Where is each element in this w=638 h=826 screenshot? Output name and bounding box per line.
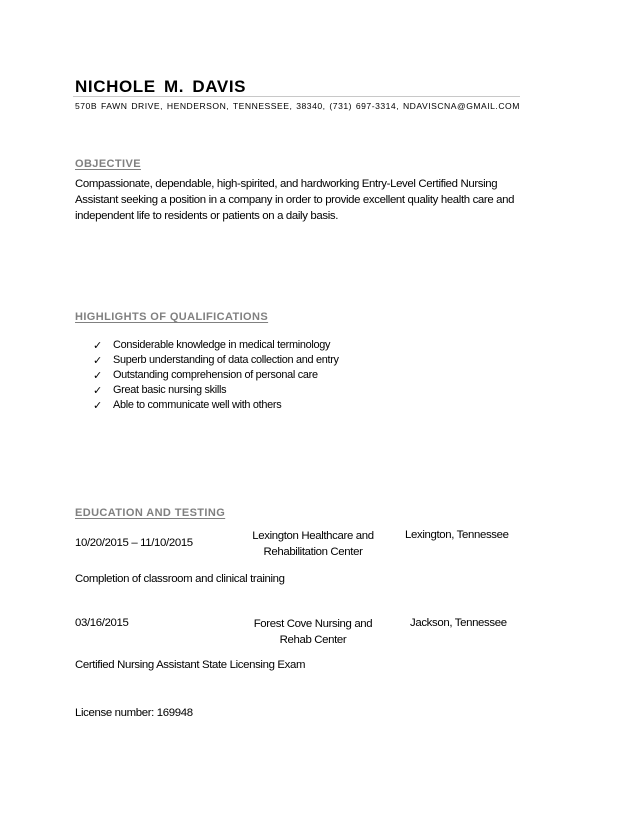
education-location: Jackson, Tennessee <box>410 617 507 629</box>
education-institution <box>230 616 396 648</box>
checkmark-icon: ✓ <box>93 339 102 352</box>
list-item <box>93 398 339 413</box>
education-date: 10/20/2015 – 11/10/2015 <box>75 537 193 549</box>
education-description: Completion of classroom and clinical training <box>75 573 285 585</box>
highlight-text: Outstanding comprehension of personal care <box>113 369 318 381</box>
highlight-text: Able to communicate well with others <box>113 399 282 411</box>
list-item <box>93 353 339 368</box>
list-item <box>93 383 339 398</box>
institution-line: Rehab Center <box>279 634 347 646</box>
education-date: 03/16/2015 <box>75 617 129 629</box>
highlights-list <box>93 338 339 413</box>
education-institution <box>230 528 396 560</box>
highlight-text: Superb understanding of data collection and entry <box>113 354 339 366</box>
checkmark-icon: ✓ <box>93 384 102 397</box>
license-number: License number: 169948 <box>75 707 193 719</box>
highlight-text: Great basic nursing skills <box>113 384 227 396</box>
objective-heading: OBJECTIVE <box>75 158 141 170</box>
education-location: Lexington, Tennessee <box>405 529 509 541</box>
highlight-text: Considerable knowledge in medical terminology <box>113 339 331 351</box>
institution-line: Forest Cove Nursing and <box>253 618 373 630</box>
candidate-name: NICHOLE M. DAVIS <box>75 77 247 96</box>
objective-text: Compassionate, dependable, high-spirited, and hardworking Entry-Level Certified Nursing Assistant seeking a position in a company in order to provide excellent quality health care and independent life to residents or patients on a daily basis. <box>75 178 515 222</box>
institution-line: Rehabilitation Center <box>263 546 363 558</box>
list-item <box>93 338 339 353</box>
contact-info: 570B FAWN DRIVE, HENDERSON, TENNESSEE, 38340, (731) 697-3314, NDAVISCNA@GMAIL.COM <box>75 101 520 111</box>
checkmark-icon: ✓ <box>93 369 102 382</box>
header-divider <box>73 96 520 97</box>
education-heading: EDUCATION AND TESTING <box>75 507 226 519</box>
checkmark-icon: ✓ <box>93 354 102 367</box>
checkmark-icon: ✓ <box>93 399 102 412</box>
institution-line: Lexington Healthcare and <box>252 530 374 542</box>
highlights-heading: HIGHLIGHTS OF QUALIFICATIONS <box>75 311 269 323</box>
list-item <box>93 368 339 383</box>
education-description: Certified Nursing Assistant State Licensing Exam <box>75 659 306 671</box>
